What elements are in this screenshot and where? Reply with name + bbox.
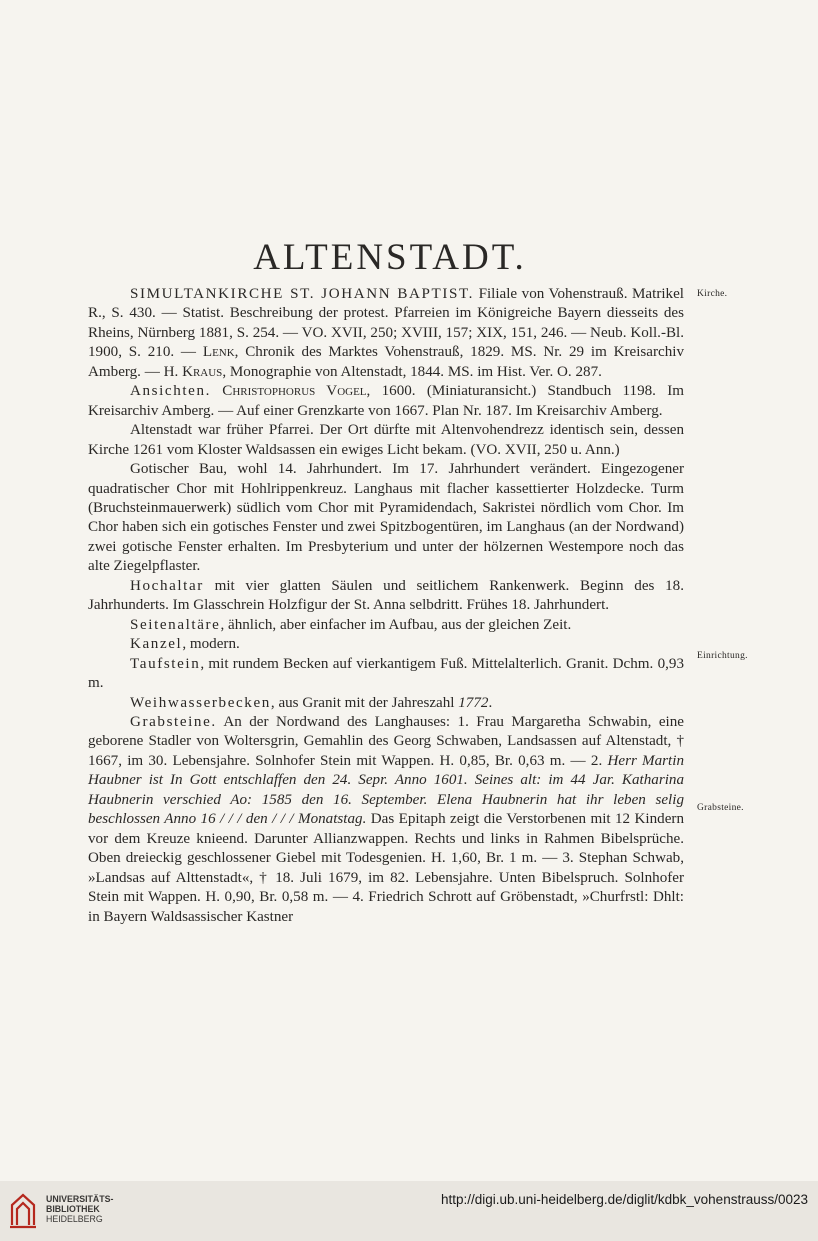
footer-bar bbox=[0, 1181, 818, 1241]
heading-ansichten: Ansichten. bbox=[130, 383, 211, 400]
paragraph-taufstein: Taufstein, mit rundem Becken auf vierkantigem Fuß. Mittelalterlich. Granit. Dchm. 0,93 m. bbox=[88, 655, 684, 692]
paragraph-baubeschreibung: Gotischer Bau, wohl 14. Jahrhundert. Im 17. Jahrhundert verändert. Eingezogener quadratischer Chor mit Hohlrippenkreuz. Langhaus mit flacher kassettierter Holzdecke. Turm (Bruchsteinmauerwerk) südlich vom Chor mit Pyramidendach, Sakristei nördlich vom Chor. Im Chor haben sich ein gotisches Fenster und zwei Spitzbogentüren, im Langhaus (an der Nordwand) zwei gotische Fenster erhalten. Im Presbyterium und unter der hölzernen Westempore noch das alte Ziegelpflaster. bbox=[88, 461, 684, 575]
heading-simultankirche: SIMULTANKIRCHE ST. JOHANN BAPTIST. bbox=[130, 286, 475, 302]
paragraph-seitenaltaere: Seitenaltäre, ähnlich, aber einfacher im Aufbau, aus der gleichen Zeit. bbox=[130, 616, 572, 633]
page-title: ALTENSTADT. bbox=[253, 237, 527, 278]
body-text bbox=[88, 285, 684, 927]
paragraph-geschichte: Altenstadt war früher Pfarrei. Der Ort dürfte mit Altenvohendrezz identisch sein, dessen Kirche 1261 vom Kloster Waldsassen ein ewiges Licht bekam. (VO. XVII, 250 u. Ann.) bbox=[88, 422, 684, 458]
paragraph-weihwasserbecken: Weihwasserbecken, aus Granit mit der Jahreszahl 1772. bbox=[130, 694, 493, 711]
heading-kanzel: Kanzel bbox=[130, 636, 183, 653]
paragraph-ansichten: Ansichten. Christophorus Vogel, 1600. (Miniaturansicht.) Standbuch 1198. Im Kreisarchiv Amberg. — Auf einer Grenzkarte von 1667. Plan Nr. 187. Im Kreisarchiv Amberg. bbox=[88, 383, 684, 419]
university-library-logo-icon bbox=[8, 1191, 38, 1229]
paragraph-simultankirche: SIMULTANKIRCHE ST. JOHANN BAPTIST. Filiale von Vohenstrauß. Matrikel R., S. 430. — Statist. Beschreibung der protest. Pfarreien im Königreiche Bayern diesseits des Rheins, Nürnberg 1881, S. 254. — VO. XVII, 250; XVIII, 157; XIX, 151, 246. — Neub. Koll.-Bl. 1900, S. 210. — Lenk, Chronik des Marktes Vohenstrauß, 1829. MS. Nr. 29 im Kreisarchiv Amberg. — H. Kraus, Monographie von Altenstadt, 1844. MS. im Hist. Ver. O. 287. bbox=[88, 286, 685, 380]
heading-weihwasserbecken: Weihwasserbecken bbox=[130, 694, 271, 711]
margin-note-kirche: Kirche. bbox=[697, 289, 728, 299]
document-url-link[interactable]: http://digi.ub.uni-heidelberg.de/diglit/kdbk_vohenstrauss/0023 bbox=[441, 1192, 808, 1207]
paragraph-grabsteine: Grabsteine. An der Nordwand des Langhauses: 1. Frau Margaretha Schwabin, eine geborene Stadler von Woltersgrin, Gemahlin des Georg Schwaben, Landsassen auf Altenstadt, † 1667, im 30. Lebensjahre. Solnhofer Stein mit Wappen. H. 0,85, Br. 0,63 m. — 2. Herr Martin Haubner ist In Gott entschlaffen den 24. Sepr. Anno 1601. Seines alt: im 44 Jar. Katharina Haubnerin verschied Ao: 1585 den 16. September. Elena Haubnerin hat ihr leben selig beschlossen Anno 16 / / / den / / / Monatstag. Das Epitaph zeigt die Verstorbenen mit 12 Kindern vor dem Kreuze knieend. Darunter Allianzwappen. Rechts und links in Rahmen Bibelsprüche. Oben dreieckig geschlossener Giebel mit Todesgenien. H. 1,60, Br. 1 m. — 3. Stephan Schwab, »Landsas auf Alttenstadt«, † 18. Juli 1679, im 82. Lebensjahre. Unten Bibelspruch. Solnhofer Stein mit Wappen. H. 0,90, Br. 0,58 m. — 4. Friedrich Schrott auf Gröbenstadt, »Churfrstl: Dhlt: in Bayern Waldsassischer Kastner bbox=[88, 713, 684, 925]
heading-seitenaltaere: Seitenaltäre bbox=[130, 616, 221, 633]
paragraph-kanzel: Kanzel, modern. bbox=[130, 636, 240, 653]
library-name: UNIVERSITÄTS- BIBLIOTHEK HEIDELBERG bbox=[46, 1194, 114, 1224]
paragraph-hochaltar: Hochaltar mit vier glatten Säulen und seitlichem Rankenwerk. Beginn des 18. Jahrhunderts. Im Glasschrein Holzfigur der St. Anna selbdritt. Frühes 18. Jahrhundert. bbox=[88, 577, 684, 614]
margin-note-grabsteine: Grabsteine. bbox=[697, 803, 744, 813]
heading-hochaltar: Hochaltar bbox=[130, 577, 204, 594]
heading-grabsteine: Grabsteine. bbox=[130, 713, 217, 730]
margin-note-einrichtung: Einrichtung. bbox=[697, 651, 748, 661]
heading-taufstein: Taufstein bbox=[130, 655, 201, 672]
